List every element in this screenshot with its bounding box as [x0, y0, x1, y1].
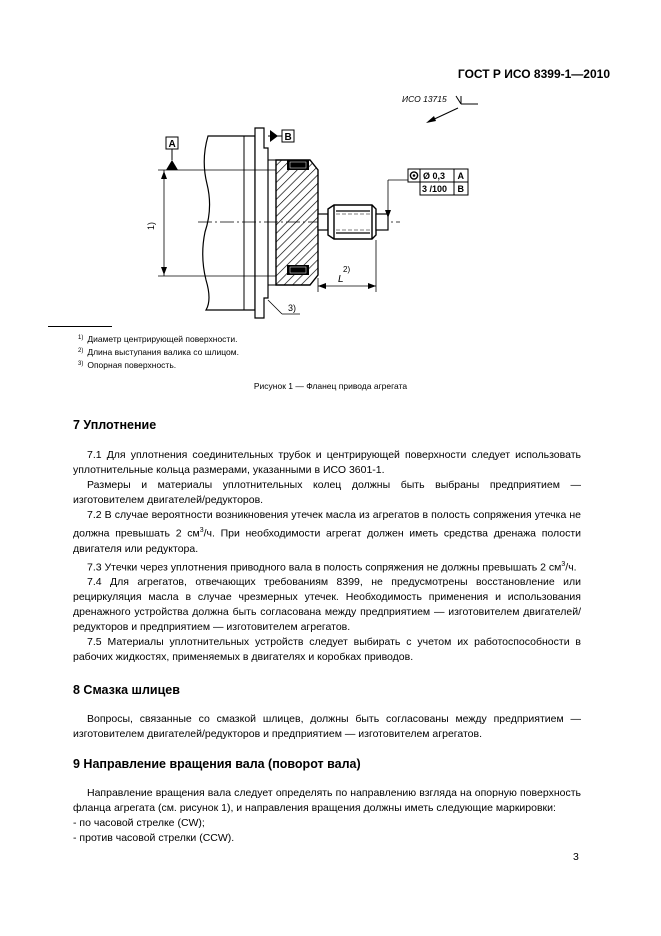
flange-drawing	[0, 85, 661, 325]
surface-ref-label: ИСО 13715	[402, 94, 447, 104]
svg-text:Ø 0,3: Ø 0,3	[423, 171, 446, 181]
para-7-1: 7.1 Для уплотнения соединительных трубок и центрирующей поверхности следует использовать уплотнительные кольца размерами, указанными в ИСО 3601-1.	[73, 449, 581, 476]
footnote-1: $^{1)}$ Диаметр центрирующей поверхности.	[78, 334, 238, 344]
footnotes	[78, 332, 478, 371]
footnote-2: $^{2)}$ Длина выступания валика со шлицом.	[78, 347, 239, 357]
para-7-3: 7.3 Утечки через уплотнения приводного вала в полость сопряжения не должны превышать 2 $см^3/ч$.	[87, 560, 577, 573]
list-item: - против часовой стрелки (CCW).	[73, 832, 235, 844]
callout-3-label: 3)	[288, 303, 297, 313]
section-8-body	[73, 712, 581, 742]
svg-text:B: B	[284, 132, 292, 143]
svg-text:2): 2)	[343, 265, 351, 274]
document-header: ГОСТ Р ИСО 8399-1—2010	[457, 67, 610, 81]
svg-text:3 /100: 3 /100	[422, 184, 448, 194]
section-9-body	[73, 786, 581, 846]
figure-caption: Рисунок 1 — Фланец привода агрегата	[253, 381, 408, 391]
footnote-3: $^{3)}$ Опорная поверхность.	[78, 360, 177, 370]
para-9-1: Направление вращения вала следует определять по направлению взгляда на опорную поверхность фланца агрегата (см. рисунок 1), и направления вращения должны иметь следующие маркировки:	[73, 787, 581, 814]
dim-1-label: 1)	[146, 221, 156, 230]
footnote-separator	[48, 326, 112, 327]
datum-b-triangle	[270, 130, 278, 142]
section-9-title: 9 Направление вращения вала (поворот вала)	[73, 757, 361, 771]
page-number: 3	[573, 851, 579, 863]
dim-2-label: L	[338, 274, 344, 285]
section-8-title: 8 Смазка шлицев	[73, 683, 180, 697]
svg-text:A: A	[168, 139, 176, 150]
para-7-2: 7.2 В случае вероятности возникновения утечек масла из агрегатов в полость сопряжения утечка не должна превышать 2 $см^3/ч$. При необходимости агрегат должен иметь средства дренажа полости двигателя или редуктора.	[73, 509, 582, 555]
section-7-title: 7 Уплотнение	[73, 418, 157, 432]
tolerance-frame	[408, 169, 468, 195]
para-7-5: 7.5 Материалы уплотнительных устройств следует выбирать с учетом их работоспособности в рабочих жидкостях, применяемых в двигателях и коробках приводов.	[73, 636, 581, 663]
list-item: - по часовой стрелке (CW);	[73, 817, 205, 829]
section-7-body	[73, 448, 581, 665]
datum-a-triangle	[166, 160, 178, 170]
splined-shaft	[328, 205, 376, 239]
para-7-1-b: Размеры и материалы уплотнительных колец должны быть выбраны предприятием — изготовителем двигателей/редукторов.	[73, 479, 581, 506]
svg-text:A: A	[457, 171, 464, 181]
svg-text:B: B	[457, 184, 464, 194]
para-7-4: 7.4 Для агрегатов, отвечающих требованиям 8399, не предусмотрены восстановление или рециркуляция масла в случае чрезмерных утечек. Необходимость применения и использования дренажного устройства должна быть согласована между предприятием — изготовителем двигателей/редукторов и предприятием — изготовителем агрегатов.	[73, 576, 581, 633]
flange-body	[203, 136, 255, 310]
para-8-1: Вопросы, связанные со смазкой шлицев, должны быть согласованы между предприятием — изготовителем двигателей/редукторов и предприятием — изготовителем агрегатов.	[73, 713, 581, 740]
shaft-neck	[318, 214, 328, 230]
flange-rim	[255, 128, 268, 318]
